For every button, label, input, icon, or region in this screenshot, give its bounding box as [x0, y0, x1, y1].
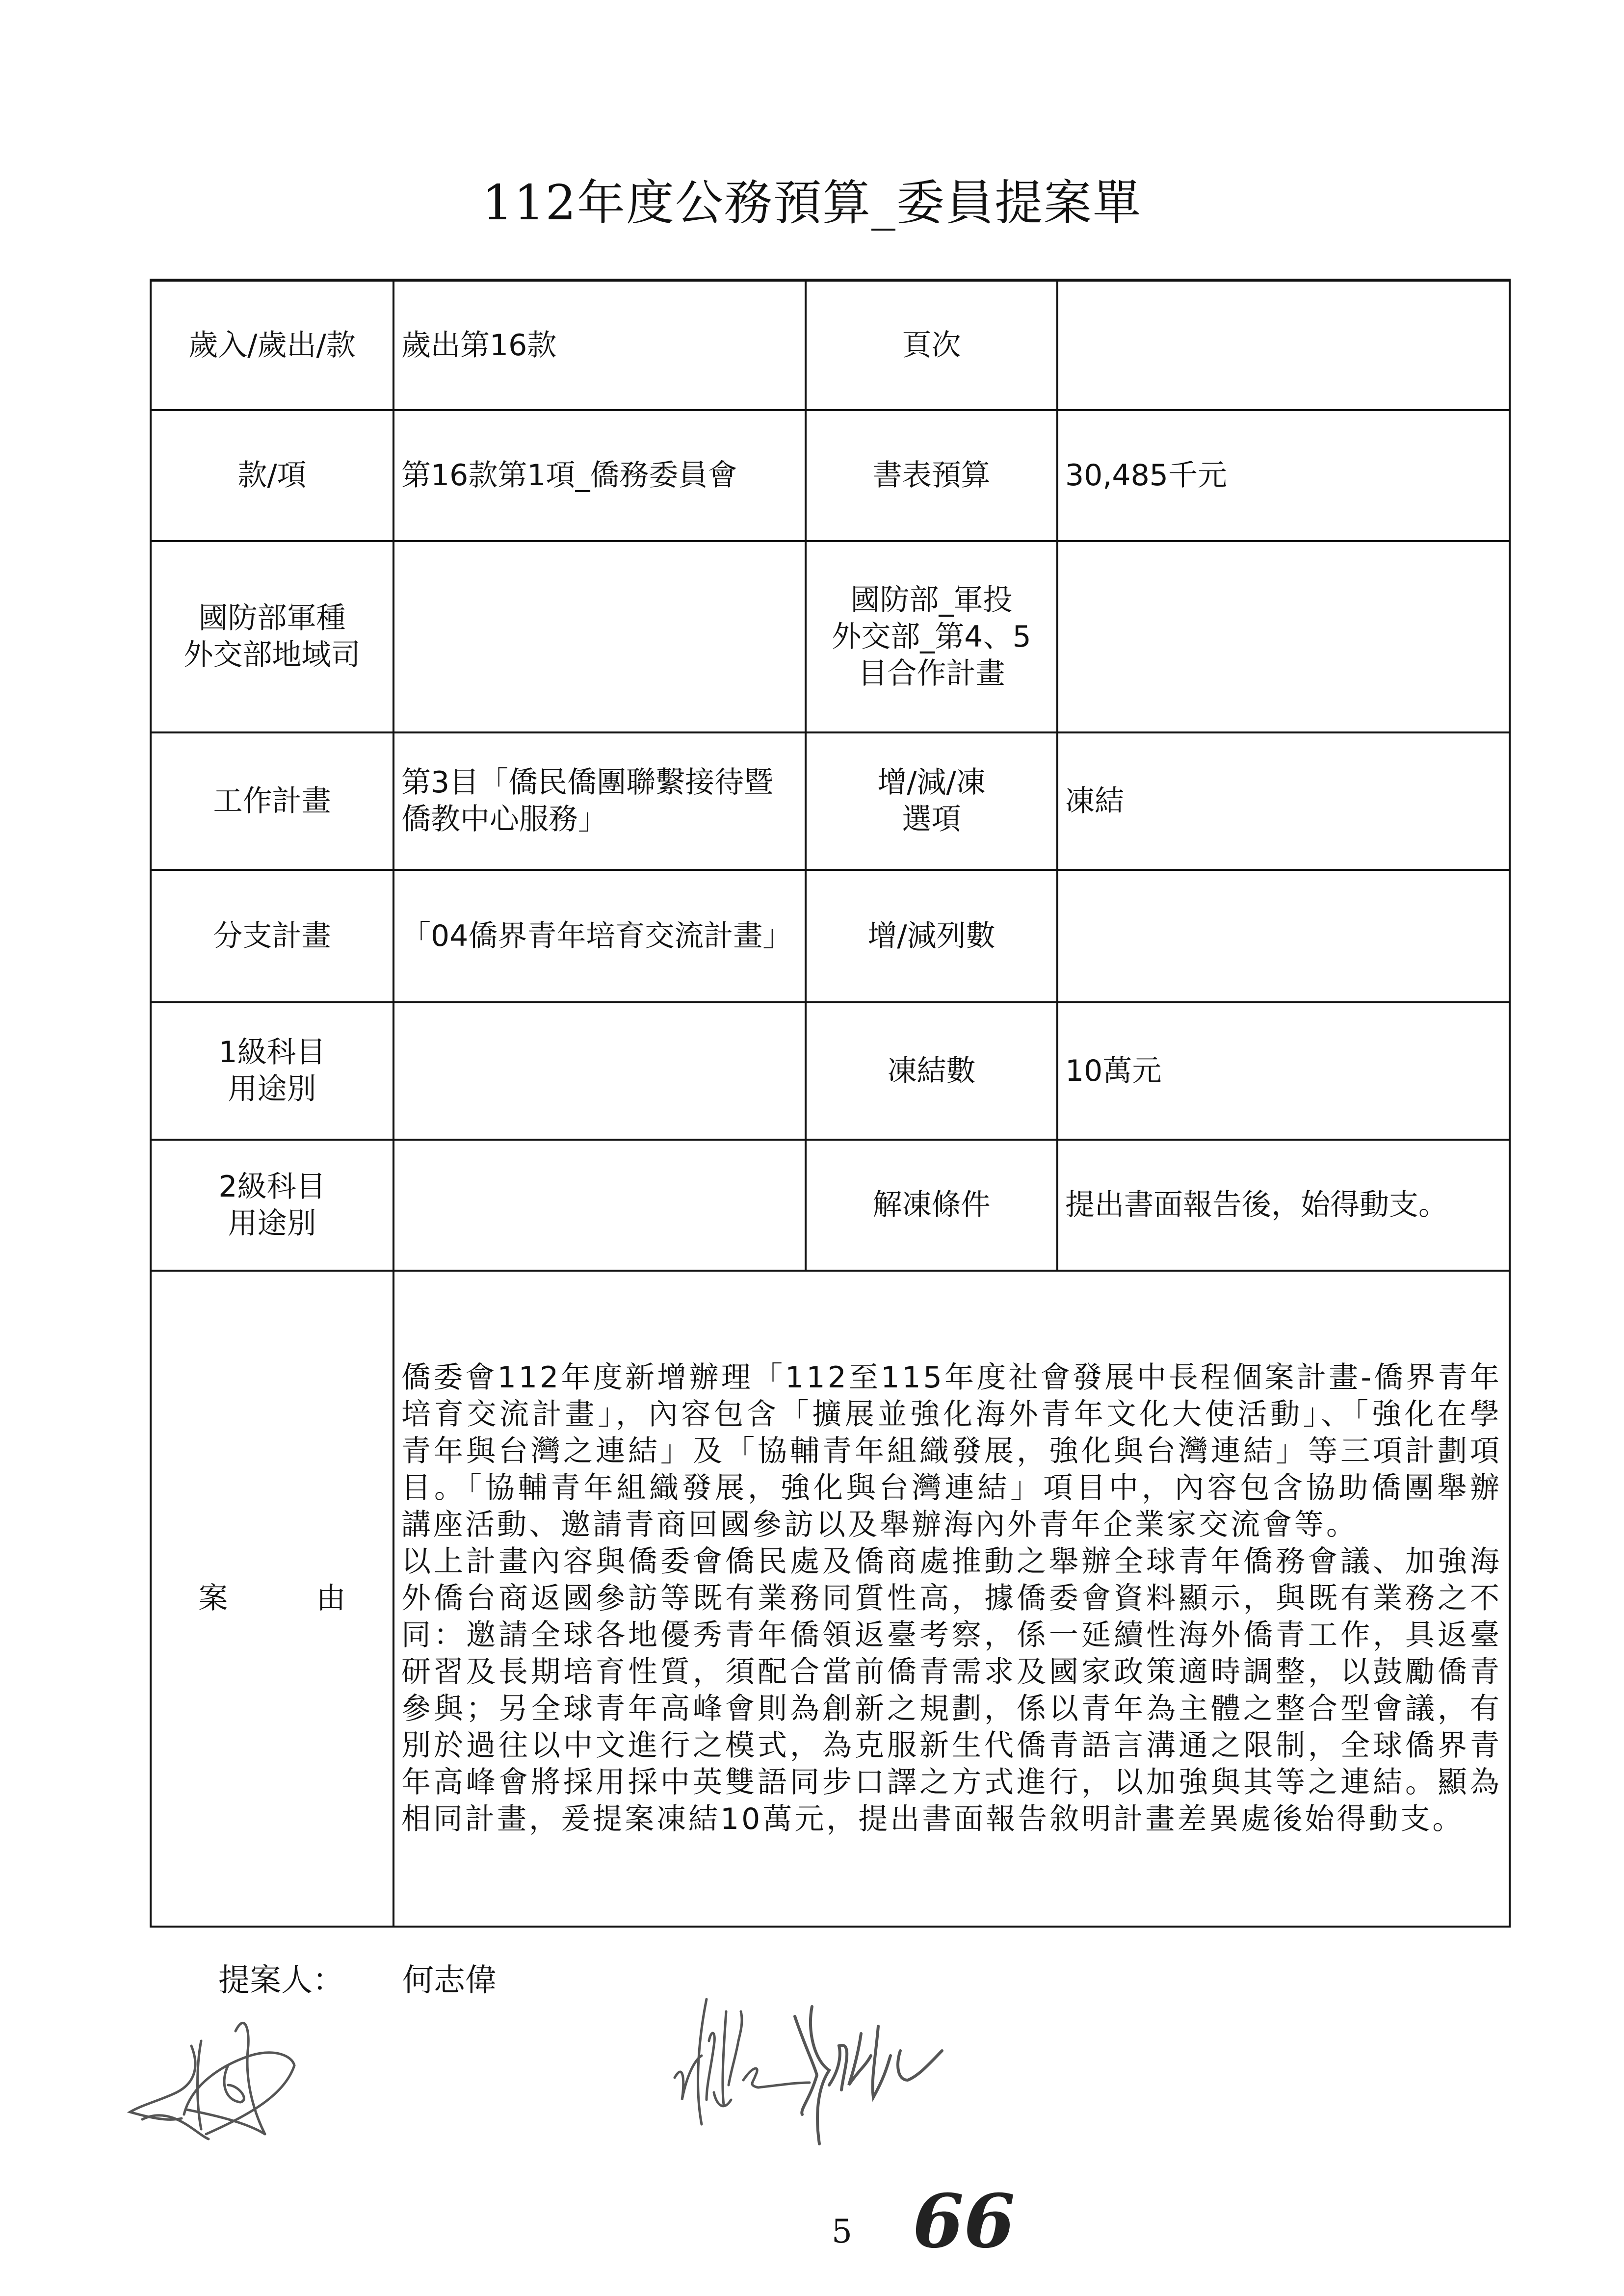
field-label: 1級科目 用途別	[151, 1002, 393, 1140]
document-title: 112年度公務預算_委員提案單	[482, 175, 1142, 231]
field-value: 提出書面報告後，始得動支。	[1057, 1140, 1510, 1271]
reason-paragraph: 僑委會112年度新增辦理「112至115年度社會發展中長程個案計畫-僑界青年培育交流計畫」，內容包含「擴展並強化海外青年文化大使活動」、「強化在學青年與台灣之連結」及「協輔青年組織發展，強化與台灣連結」等三項計劃項目。「協輔青年組織發展，強化與台灣連結」項目中，內容包含協助僑團舉辦講座活動、邀請青商回國參訪以及舉辦海內外青年企業家交流會等。	[401, 1360, 1502, 1542]
field-value: 第3目「僑民僑團聯繫接待暨僑教中心服務」	[393, 732, 806, 870]
reason-paragraph: 以上計畫內容與僑委會僑民處及僑商處推動之舉辦全球青年僑務會議、加強海外僑台商返國參訪等既有業務同質性高，據僑委會資料顯示，與既有業務之不同：邀請全球各地優秀青年僑領返臺考察，係一延續性海外僑青工作，具返臺研習及長期培育性質，須配合當前僑青需求及國家政策適時調整，以鼓勵僑青參與；另全球青年高峰會則為創新之規劃，係以青年為主體之整合型會議，有別於過往以中文進行之模式，為克服新生代僑青語言溝通之限制，全球僑界青年高峰會將採用採中英雙語同步口譯之方式進行，以加強與其等之連結。顯為相同計畫，爰提案凍結10萬元，提出書面報告敘明計畫差異處後始得動支。	[401, 1544, 1502, 1836]
proposer-label: 提案人：	[218, 1962, 344, 1999]
field-label: 書表預算	[806, 410, 1057, 541]
signature-proposer	[123, 1987, 319, 2144]
field-value: 10萬元	[1057, 1002, 1510, 1140]
form-row	[151, 1002, 1510, 1140]
form-row	[151, 1140, 1510, 1271]
field-label: 國防部_軍投 外交部_第4、5 目合作計畫	[806, 541, 1057, 732]
field-value	[393, 1002, 806, 1140]
field-label: 分支計畫	[151, 870, 393, 1002]
field-value: 30,485千元	[1057, 410, 1510, 541]
form-row	[151, 410, 1510, 541]
field-value	[1057, 280, 1510, 410]
field-label: 頁次	[806, 280, 1057, 410]
form-row	[151, 541, 1510, 732]
field-label: 增/減列數	[806, 870, 1057, 1002]
field-value: 凍結	[1057, 732, 1510, 870]
field-label: 國防部軍種 外交部地域司	[151, 541, 393, 732]
field-label: 工作計畫	[151, 732, 393, 870]
field-label: 解凍條件	[806, 1140, 1057, 1271]
reason-label-char: 案	[198, 1581, 228, 1616]
proposal-form-table	[150, 279, 1511, 1928]
reason-label	[151, 1271, 393, 1927]
signature-cosigner-2	[785, 2002, 991, 2149]
field-value: 「04僑界青年培育交流計畫」	[393, 870, 806, 1002]
page-number: 5	[832, 2213, 852, 2250]
form-row	[151, 280, 1510, 410]
field-label: 凍結數	[806, 1002, 1057, 1140]
reason-label-char: 由	[316, 1581, 346, 1616]
field-value	[1057, 541, 1510, 732]
field-value	[393, 541, 806, 732]
field-label: 2級科目 用途別	[151, 1140, 393, 1271]
proposer-name: 何志偉	[402, 1962, 497, 1999]
handwritten-page-number: 66	[913, 2178, 1015, 2265]
form-row	[151, 732, 1510, 870]
field-value: 歲出第16款	[393, 280, 806, 410]
form-row	[151, 870, 1510, 1002]
field-value: 第16款第1項_僑務委員會	[393, 410, 806, 541]
field-label: 增/減/凍 選項	[806, 732, 1057, 870]
field-value	[393, 1140, 806, 1271]
form-row-reason	[151, 1271, 1510, 1927]
field-label: 歲入/歲出/款	[151, 280, 393, 410]
field-value	[1057, 870, 1510, 1002]
reason-text	[393, 1271, 1510, 1927]
field-label: 款/項	[151, 410, 393, 541]
